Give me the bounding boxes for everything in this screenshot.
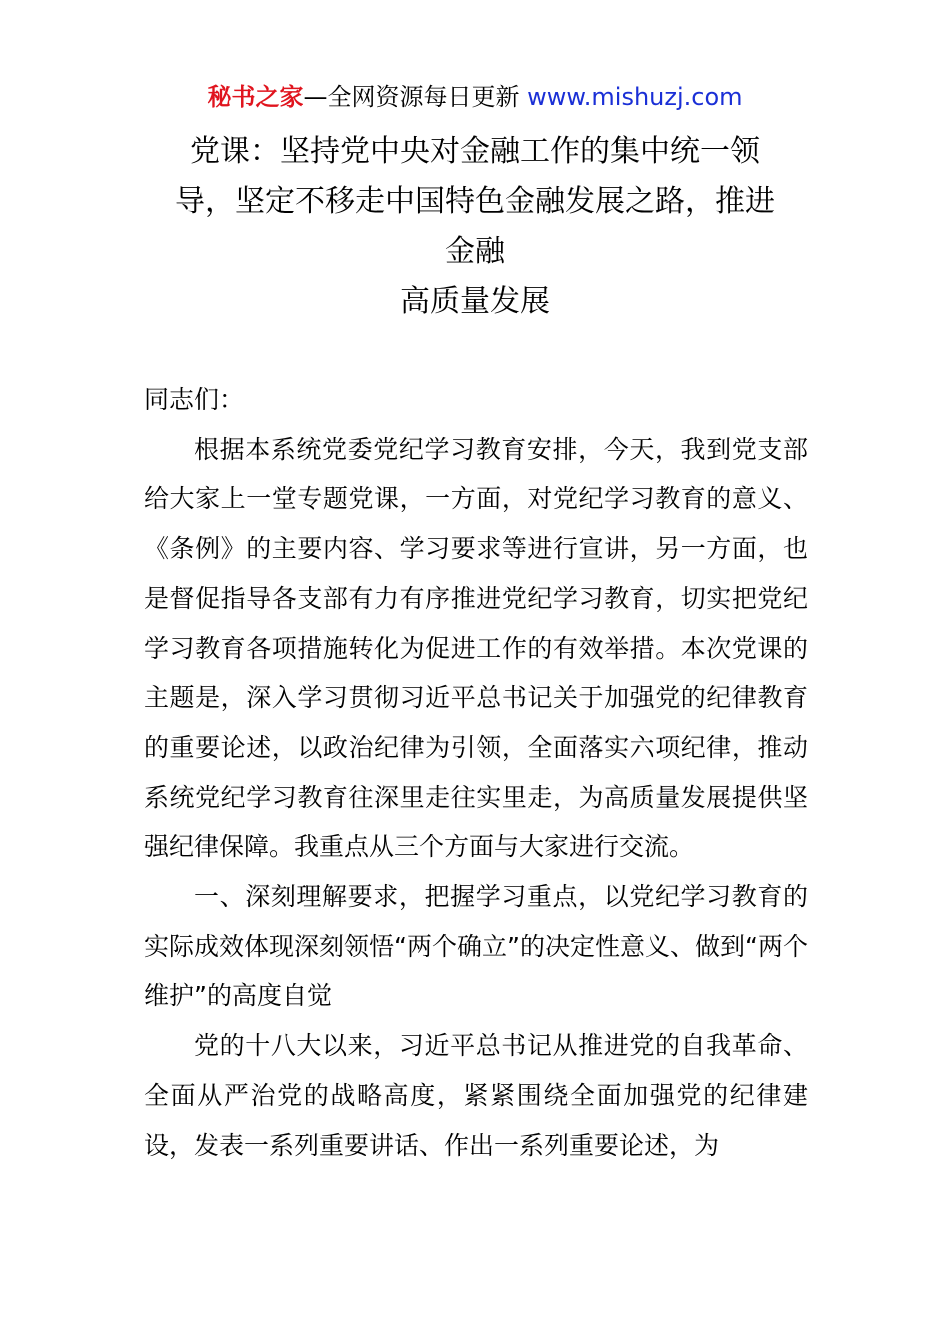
header-tagline: —全网资源每日更新 (303, 83, 520, 111)
salutation: 同志们： (144, 385, 245, 414)
body-paragraph-2: 党的十八大以来，习近平总书记从推进党的自我革命、全面从严治党的战略高度，紧紧围绕全面加强党的纪律建设，发表一系列重要讲话、作出一系列重要论述，为 (144, 1031, 808, 1160)
site-header (0, 80, 950, 114)
title-line-4: 高质量发展 (400, 284, 550, 319)
title-line-3: 金融 (445, 234, 505, 269)
brand-name: 秘书之家 (207, 83, 304, 111)
body-paragraph-1: 根据本系统党委党纪学习教育安排，今天，我到党支部给大家上一堂专题党课，一方面，对党纪学习教育的意义、《条例》的主要内容、学习要求等进行宣讲，另一方面，也是督促指导各支部有力有序推进党纪学习教育，切实把党纪学习教育各项措施转化为促进工作的有效举措。本次党课的主题是，深入学习贯彻习近平总书记关于加强党的纪律教育的重要论述，以政治纪律为引领，全面落实六项纪律，推动系统党纪学习教育往深里走往实里走，为高质量发展提供坚强纪律保障。我重点从三个方面与大家进行交流。 (144, 434, 808, 862)
title-line-2: 导，坚定不移走中国特色金融发展之路，推进 (175, 184, 775, 219)
section-heading-1: 一、深刻理解要求，把握学习重点，以党纪学习教育的实际成效体现深刻领悟“两个确立”的决定性意义、做到“两个维护”的高度自觉 (144, 882, 808, 1011)
title-line-1: 党课：坚持党中央对金融工作的集中统一领 (190, 134, 760, 169)
site-url-link[interactable]: www.mishuzj.com (527, 83, 743, 111)
document-title (140, 127, 810, 327)
document-body (144, 375, 808, 1170)
